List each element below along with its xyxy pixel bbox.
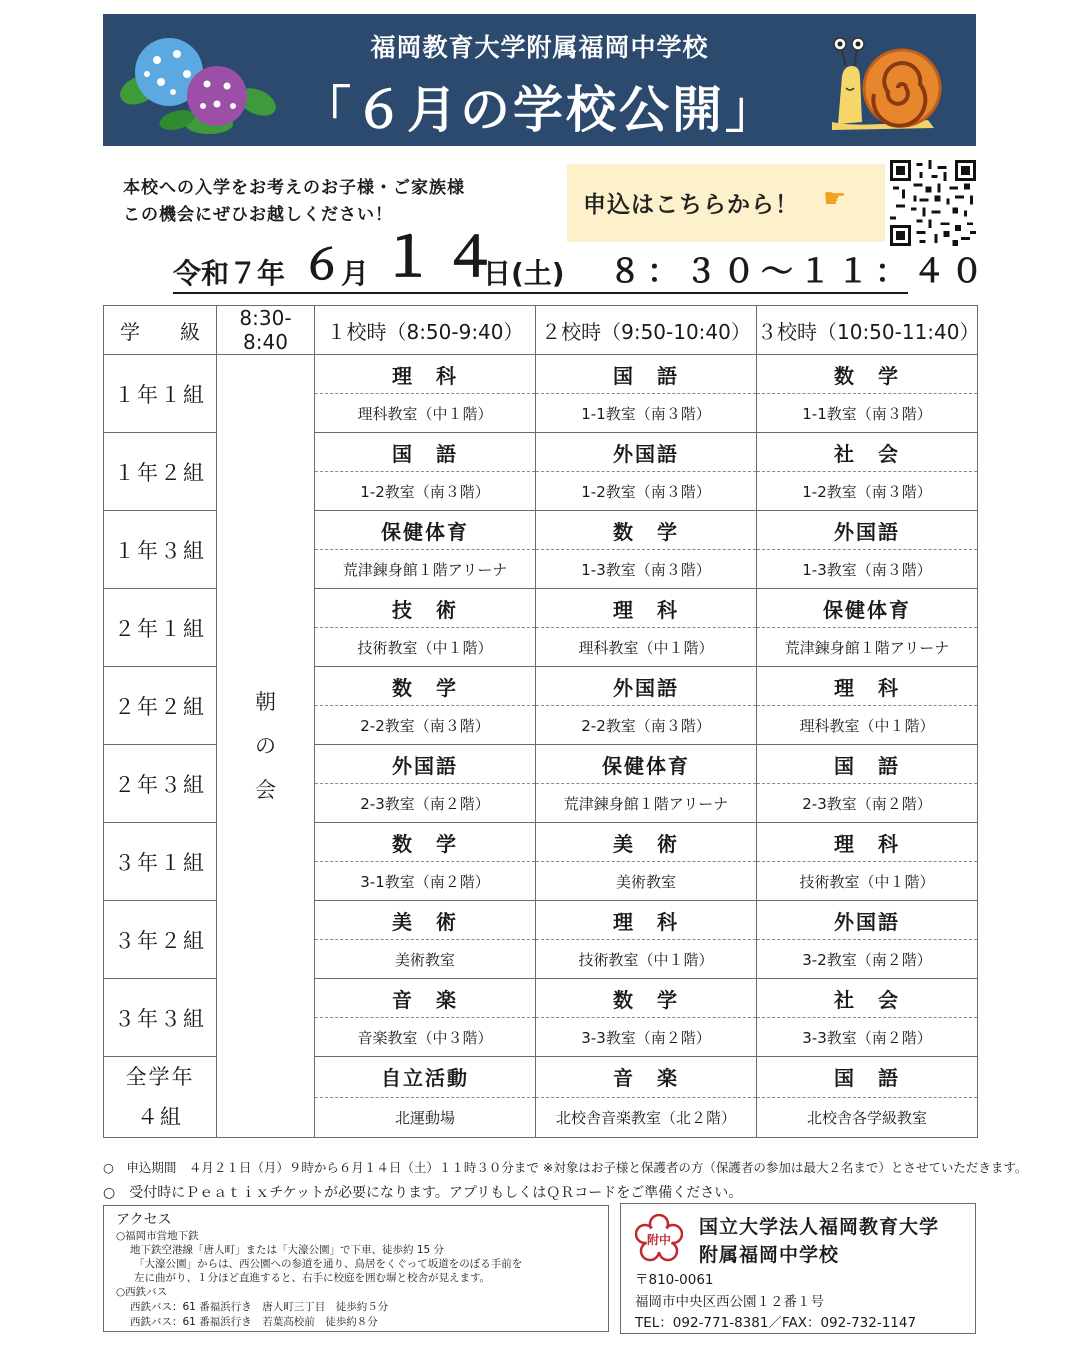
room-cell: 美術教室 (536, 862, 757, 901)
access-title: アクセス (116, 1212, 172, 1228)
seal-text: 附中 (646, 1233, 672, 1247)
room-cell: 1-2教室（南３階） (757, 472, 978, 511)
room-cell: 北校舎音楽教室（北２階） (536, 1097, 757, 1138)
room-cell: 1-1教室（南３階） (536, 394, 757, 433)
subject-cell: 数 学 (757, 355, 978, 394)
room-cell: 1-3教室（南３階） (536, 550, 757, 589)
subject-cell: 外国語 (536, 433, 757, 472)
class-label-line-1: 全学年 (125, 1065, 195, 1089)
contact-box (620, 1203, 976, 1334)
pointing-hand-icon: ☛ (823, 184, 847, 214)
subject-cell: 外国語 (315, 745, 536, 784)
room-cell: 2-2教室（南３階） (315, 706, 536, 745)
access-line: ○西鉄バス (116, 1286, 168, 1298)
school-name: 福岡教育大学附属福岡中学校 (370, 33, 709, 62)
room-cell: 3-1教室（南２階） (315, 862, 536, 901)
subject-cell: 美 術 (536, 823, 757, 862)
note-application-period: ○ 申込期間 ４月２１日（月）９時から６月１４日（土）１１時３０分まで ※対象はお子様と保護者の方（保護者の参加は最大２名まで）とさせていただきます。 (103, 1160, 1028, 1175)
class-label: ２年３組 (104, 745, 217, 823)
class-label: １年１組 (104, 355, 217, 433)
room-cell: 理科教室（中１階） (757, 706, 978, 745)
subject-cell: 美 術 (315, 901, 536, 940)
morning-meeting-label (255, 680, 276, 812)
apply-banner[interactable] (567, 164, 885, 242)
subject-cell: 国 語 (757, 1057, 978, 1098)
room-cell: 1-3教室（南３階） (757, 550, 978, 589)
room-cell: 北校舎各学級教室 (757, 1097, 978, 1138)
subject-cell: 数 学 (315, 667, 536, 706)
room-cell: 理科教室（中１階） (315, 394, 536, 433)
table-row (104, 355, 978, 394)
subject-cell: 外国語 (536, 667, 757, 706)
access-line: 西鉄バス：61 番福浜行き 唐人町三丁目 徒歩約５分 (130, 1301, 389, 1313)
header-period-2: ２校時（9:50-10:40） (536, 306, 757, 355)
subject-cell: 外国語 (757, 901, 978, 940)
room-cell: 荒津錬身館１階アリーナ (536, 784, 757, 823)
subject-cell: 技 術 (315, 589, 536, 628)
date-day: １４ (381, 226, 505, 289)
class-label: ３年１組 (104, 823, 217, 901)
org-name-line-1: 国立大学法人福岡教育大学 (699, 1216, 940, 1238)
intro-line-2: この機会にぜひお越しください！ (123, 205, 393, 225)
class-label (104, 1057, 217, 1138)
access-line: 「大濠公園」からは、西公園への参道を通り、鳥居をくぐって坂道をのぼる手前を (134, 1258, 523, 1270)
class-label: １年３組 (104, 511, 217, 589)
morning-meeting-cell (217, 355, 315, 1138)
postal-code: 〒810-0061 (635, 1272, 714, 1288)
subject-cell: 国 語 (315, 433, 536, 472)
subject-cell: 理 科 (315, 355, 536, 394)
room-cell: 技術教室（中１階） (315, 628, 536, 667)
subject-cell: 数 学 (536, 979, 757, 1018)
header-period-3: ３校時（10:50-11:40） (757, 306, 978, 355)
room-cell: 2-3教室（南２階） (315, 784, 536, 823)
access-box (103, 1205, 609, 1332)
subject-cell: 音 楽 (315, 979, 536, 1018)
school-seal-icon (635, 1214, 683, 1262)
subject-cell: 社 会 (757, 979, 978, 1018)
subject-cell: 数 学 (536, 511, 757, 550)
access-line: 左に曲がり、１分ほど直進すると、右手に校庭を囲む塀と校舎が見えます。 (134, 1272, 491, 1284)
intro-line-1: 本校への入学をお考えのお子様・ご家族様 (123, 178, 465, 198)
room-cell: 技術教室（中１階） (757, 862, 978, 901)
subject-cell: 理 科 (757, 823, 978, 862)
access-line: ○福岡市営地下鉄 (116, 1230, 199, 1242)
event-title: 「６月の学校公開」 (301, 81, 778, 139)
class-label: ３年２組 (104, 901, 217, 979)
qr-code[interactable] (890, 160, 976, 246)
address: 福岡市中央区西公園１２番１号 (635, 1294, 824, 1310)
room-cell: 3-3教室（南２階） (757, 1018, 978, 1057)
subject-cell: 音 楽 (536, 1057, 757, 1098)
header-class: 学 級 (104, 306, 217, 355)
subject-cell: 保健体育 (757, 589, 978, 628)
morning-char: の (255, 734, 276, 758)
room-cell: 1-1教室（南３階） (757, 394, 978, 433)
header-morning: 8:30-8:40 (217, 306, 315, 355)
subject-cell: 理 科 (757, 667, 978, 706)
class-label-line-2: ４組 (137, 1105, 183, 1129)
room-cell: 荒津錬身館１階アリーナ (757, 628, 978, 667)
room-cell: 3-2教室（南２階） (757, 940, 978, 979)
access-line: 西鉄バス：61 番福浜行き 若葉高校前 徒歩約８分 (130, 1316, 378, 1328)
room-cell: 北運動場 (315, 1097, 536, 1138)
subject-cell: 保健体育 (315, 511, 536, 550)
subject-cell: 数 学 (315, 823, 536, 862)
subject-cell: 国 語 (757, 745, 978, 784)
date-era: 令和７年 (173, 257, 286, 290)
subject-cell: 理 科 (536, 901, 757, 940)
header-period-1: １校時（8:50-9:40） (315, 306, 536, 355)
morning-char: 会 (255, 778, 276, 802)
room-cell: 美術教室 (315, 940, 536, 979)
room-cell: 1-2教室（南３階） (536, 472, 757, 511)
date-month-unit: 月 (341, 257, 370, 290)
date-month: ６ (301, 240, 344, 289)
note-peatix: ○ 受付時にＰｅａｔｉｘチケットが必要になります。アプリもしくはＱＲコードをご準備ください。 (103, 1185, 743, 1201)
snail-illustration (828, 36, 948, 132)
apply-label: 申込はこちらから！ (583, 192, 799, 218)
timetable-header-row (104, 306, 978, 355)
subject-cell: 国 語 (536, 355, 757, 394)
class-label: ３年３組 (104, 979, 217, 1057)
class-label: ２年２組 (104, 667, 217, 745)
subject-cell: 外国語 (757, 511, 978, 550)
event-date (173, 226, 990, 294)
room-cell: 1-2教室（南３階） (315, 472, 536, 511)
access-line: 地下鉄空港線「唐人町」または「大濠公園」で下車、徒歩約 15 分 (130, 1244, 445, 1256)
room-cell: 荒津錬身館１階アリーナ (315, 550, 536, 589)
class-label: １年２組 (104, 433, 217, 511)
room-cell: 3-3教室（南２階） (536, 1018, 757, 1057)
room-cell: 2-2教室（南３階） (536, 706, 757, 745)
subject-cell: 自立活動 (315, 1057, 536, 1098)
timetable (103, 305, 978, 1138)
room-cell: 理科教室（中１階） (536, 628, 757, 667)
subject-cell: 保健体育 (536, 745, 757, 784)
subject-cell: 理 科 (536, 589, 757, 628)
date-day-unit: 日(土) (483, 257, 565, 290)
room-cell: 技術教室（中１階） (536, 940, 757, 979)
room-cell: 音楽教室（中３階） (315, 1018, 536, 1057)
room-cell: 2-3教室（南２階） (757, 784, 978, 823)
morning-char: 朝 (255, 690, 276, 714)
subject-cell: 社 会 (757, 433, 978, 472)
class-label: ２年１組 (104, 589, 217, 667)
phone-fax: TEL：092-771-8381／FAX：092-732-1147 (635, 1315, 917, 1331)
date-time: ８：３０～１１：４０ (609, 252, 990, 290)
org-name-line-2: 附属福岡中学校 (699, 1244, 840, 1266)
header-banner (103, 14, 976, 146)
